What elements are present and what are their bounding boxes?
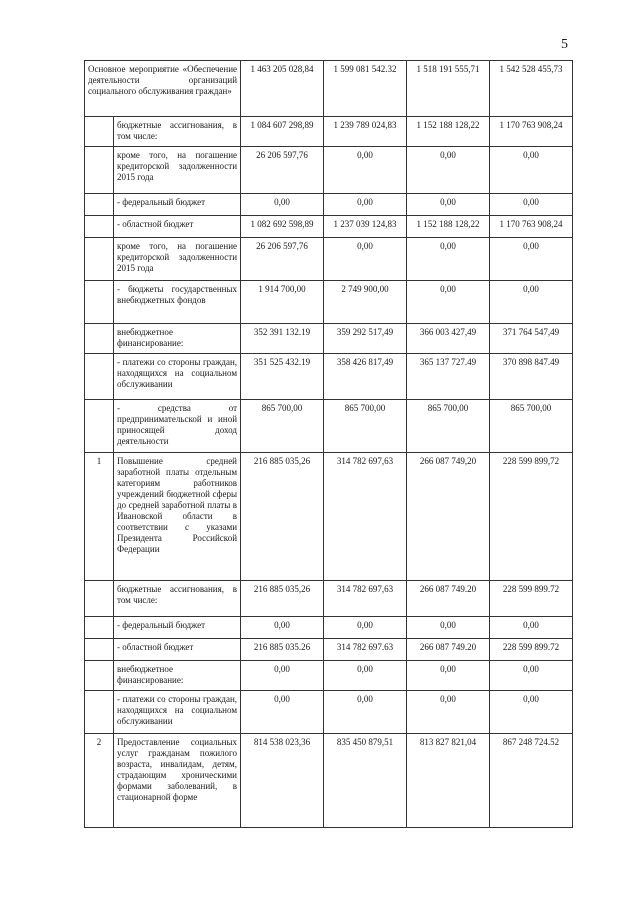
amount-cell: 0,00 (324, 691, 407, 734)
amount-cell: 266 087 749.20 (407, 639, 490, 661)
row-index (85, 324, 114, 354)
amount-cell: 0,00 (407, 147, 490, 194)
table-row (85, 400, 573, 453)
amount-cell: 0,00 (241, 194, 324, 216)
amount-cell: 1 170 763 908,24 (490, 216, 573, 238)
row-index (85, 581, 114, 617)
amount-cell: 2 749 900,00 (324, 281, 407, 324)
amount-cell: 814 538 023,36 (241, 734, 324, 828)
table-row (85, 216, 573, 238)
amount-cell: 371 764 547,49 (490, 324, 573, 354)
amount-cell: 0,00 (407, 691, 490, 734)
amount-cell: 867 248 724.52 (490, 734, 573, 828)
amount-cell: 813 827 821,04 (407, 734, 490, 828)
table-row (85, 661, 573, 691)
amount-cell: 359 292 517,49 (324, 324, 407, 354)
table-row (85, 581, 573, 617)
row-description: - платежи со стороны граждан, находящихся на социальном обслуживании (114, 354, 241, 400)
amount-cell: 0,00 (407, 281, 490, 324)
amount-cell: 0,00 (490, 238, 573, 281)
table-row (85, 117, 573, 147)
amount-cell: 1 170 763 908,24 (490, 117, 573, 147)
row-description: Повышение средней заработной платы отдельным категориям работников учреждений бюджетной сферы до средней заработной платы в Ивановской области в соответствии с указами Президента Российской Федерации (114, 453, 241, 581)
table-row (85, 324, 573, 354)
row-description: бюджетные ассигнования, в том числе: (114, 581, 241, 617)
amount-cell: 228 599 899.72 (490, 581, 573, 617)
table-row (85, 734, 573, 828)
row-index (85, 147, 114, 194)
row-description: кроме того, на погашение кредиторской задолженности 2015 года (114, 147, 241, 194)
row-index (85, 691, 114, 734)
amount-cell: 266 087 749.20 (407, 581, 490, 617)
table-row (85, 281, 573, 324)
table-row (85, 354, 573, 400)
amount-cell: 352 391 132.19 (241, 324, 324, 354)
table-row (85, 453, 573, 581)
row-description: - областной бюджет (114, 639, 241, 661)
amount-cell: 358 426 817,49 (324, 354, 407, 400)
row-description: кроме того, на погашение кредиторской задолженности 2015 года (114, 238, 241, 281)
budget-table (84, 60, 573, 828)
amount-cell: 0,00 (324, 147, 407, 194)
amount-cell: 835 450 879,51 (324, 734, 407, 828)
amount-cell: 0,00 (241, 691, 324, 734)
row-description: - бюджеты государственных внебюджетных фондов (114, 281, 241, 324)
amount-cell: 1 599 081 542.32 (324, 61, 407, 117)
table-row (85, 238, 573, 281)
amount-cell: 0,00 (407, 661, 490, 691)
table-row (85, 639, 573, 661)
amount-cell: 1 914 700,00 (241, 281, 324, 324)
row-index (85, 216, 114, 238)
amount-cell: 865 700,00 (324, 400, 407, 453)
amount-cell: 266 087 749,20 (407, 453, 490, 581)
row-index (85, 661, 114, 691)
row-description: - федеральный бюджет (114, 194, 241, 216)
row-index (85, 639, 114, 661)
amount-cell: 216 885 035,26 (241, 453, 324, 581)
amount-cell: 0,00 (490, 147, 573, 194)
amount-cell: 0,00 (490, 281, 573, 324)
row-index (85, 194, 114, 216)
amount-cell: 0,00 (324, 238, 407, 281)
amount-cell: 1 084 607 298,89 (241, 117, 324, 147)
amount-cell: 1 463 205 028,84 (241, 61, 324, 117)
amount-cell: 865 700,00 (241, 400, 324, 453)
row-description: - областной бюджет (114, 216, 241, 238)
amount-cell: 0,00 (407, 617, 490, 639)
amount-cell: 370 898 847.49 (490, 354, 573, 400)
row-description: Основное мероприятие «Обеспечение деятельности организаций социального обслуживания граждан» (85, 61, 241, 117)
amount-cell: 0,00 (407, 194, 490, 216)
amount-cell: 26 206 597,76 (241, 147, 324, 194)
amount-cell: 0,00 (490, 194, 573, 216)
amount-cell: 314 782 697,63 (324, 453, 407, 581)
amount-cell: 1 542 528 455,73 (490, 61, 573, 117)
row-description: - средства от предпринимательской и иной приносящей доход деятельности (114, 400, 241, 453)
row-description: бюджетные ассигнования, в том числе: (114, 117, 241, 147)
amount-cell: 1 152 188 128,22 (407, 216, 490, 238)
row-index (85, 238, 114, 281)
amount-cell: 0,00 (324, 617, 407, 639)
table-row (85, 617, 573, 639)
amount-cell: 366 003 427,49 (407, 324, 490, 354)
amount-cell: 0,00 (324, 194, 407, 216)
amount-cell: 26 206 597,76 (241, 238, 324, 281)
amount-cell: 865 700,00 (407, 400, 490, 453)
amount-cell: 1 237 039 124,83 (324, 216, 407, 238)
amount-cell: 1 518 191 555,71 (407, 61, 490, 117)
row-index (85, 117, 114, 147)
amount-cell: 314 782 697,63 (324, 581, 407, 617)
amount-cell: 0,00 (241, 661, 324, 691)
row-description: Предоставление социальных услуг гражданам пожилого возраста, инвалидам, детям, страдающим хроническими формами заболеваний, в стационарной форме (114, 734, 241, 828)
row-index (85, 354, 114, 400)
row-index (85, 617, 114, 639)
amount-cell: 1 152 188 128,22 (407, 117, 490, 147)
amount-cell: 0,00 (490, 691, 573, 734)
amount-cell: 0,00 (241, 617, 324, 639)
amount-cell: 216 885 035,26 (241, 581, 324, 617)
amount-cell: 365 137 727.49 (407, 354, 490, 400)
amount-cell: 216 885 035.26 (241, 639, 324, 661)
row-description: внебюджетное финансирование: (114, 661, 241, 691)
amount-cell: 228 599 899.72 (490, 639, 573, 661)
amount-cell: 0,00 (490, 617, 573, 639)
amount-cell: 865 700,00 (490, 400, 573, 453)
table-row (85, 61, 573, 117)
row-index (85, 281, 114, 324)
table-row (85, 691, 573, 734)
amount-cell: 0,00 (490, 661, 573, 691)
amount-cell: 1 082 692 598,89 (241, 216, 324, 238)
page-number: 5 (561, 37, 568, 52)
row-description: внебюджетное финансирование: (114, 324, 241, 354)
row-index (85, 400, 114, 453)
amount-cell: 0,00 (407, 238, 490, 281)
row-description: - федеральный бюджет (114, 617, 241, 639)
amount-cell: 1 239 789 024,83 (324, 117, 407, 147)
row-index: 1 (85, 453, 114, 581)
amount-cell: 0,00 (324, 661, 407, 691)
row-description: - платежи со стороны граждан, находящихся на социальном обслуживании (114, 691, 241, 734)
row-index: 2 (85, 734, 114, 828)
amount-cell: 228 599 899,72 (490, 453, 573, 581)
amount-cell: 351 525 432.19 (241, 354, 324, 400)
table-row (85, 194, 573, 216)
table-row (85, 147, 573, 194)
amount-cell: 314 782 697.63 (324, 639, 407, 661)
